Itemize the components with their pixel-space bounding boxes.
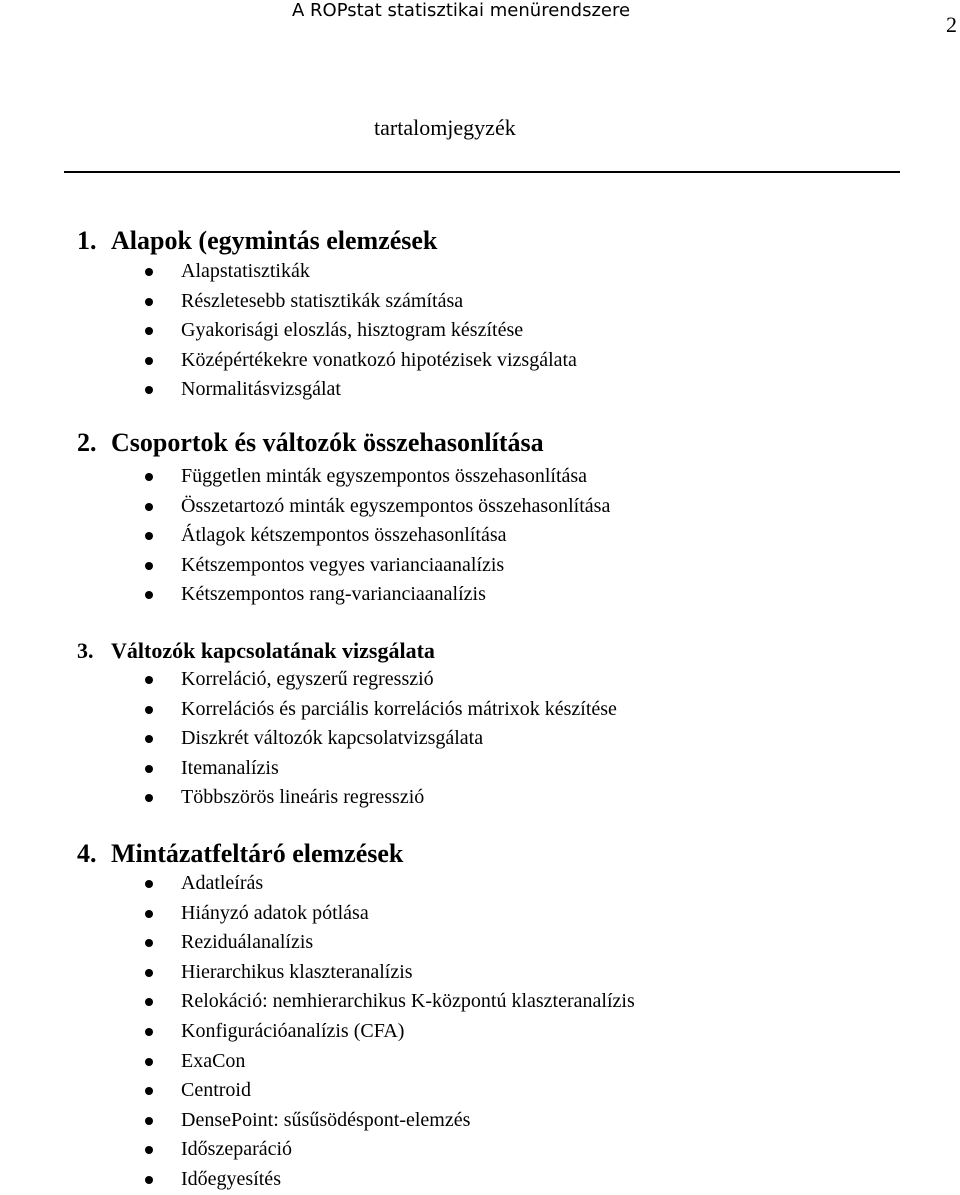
- bullet-icon: [145, 676, 153, 684]
- section-number: 3.: [77, 638, 94, 663]
- bullet-icon: [145, 765, 153, 773]
- section-title: Mintázatfeltáró elemzések: [111, 839, 404, 868]
- bullet-icon: [145, 969, 153, 977]
- list-item-label: Kétszempontos rang-varianciaanalízis: [181, 583, 486, 606]
- bullet-icon: [145, 735, 153, 743]
- section-number: 2.: [77, 428, 97, 457]
- bullet-icon: [145, 1176, 153, 1184]
- bullet-icon: [145, 1087, 153, 1095]
- list-item-label: Középértékekre vonatkozó hipotézisek vizsgálata: [181, 348, 577, 371]
- list-item-label: Relokáció: nemhierarchikus K-központú klaszteranalízis: [181, 990, 635, 1013]
- list-item-label: Hiányzó adatok pótlása: [181, 901, 369, 924]
- toc-title: tartalomjegyzék: [374, 115, 516, 140]
- bullet-icon: [145, 357, 153, 365]
- bullet-icon: [145, 910, 153, 918]
- bullet-icon: [145, 327, 153, 335]
- list-item-label: Időegyesítés: [181, 1167, 281, 1190]
- bullet-icon: [145, 386, 153, 394]
- bullet-icon: [145, 532, 153, 540]
- list-item-label: Kétszempontos vegyes varianciaanalízis: [181, 553, 505, 576]
- bullet-icon: [145, 794, 153, 802]
- bullet-icon: [145, 298, 153, 306]
- list-item-label: Független minták egyszempontos összehasonlítása: [181, 465, 588, 487]
- list-item-label: Reziduálanalízis: [181, 931, 314, 954]
- bullet-icon: [145, 503, 153, 511]
- list-item-label: DensePoint: sűsűsödéspont-elemzés: [181, 1108, 471, 1131]
- bullet-icon: [145, 473, 153, 481]
- bullet-icon: [145, 880, 153, 888]
- bullet-icon: [145, 1117, 153, 1125]
- list-item-label: Korrelációs és parciális korrelációs mátrixok készítése: [181, 697, 617, 720]
- list-item-label: Konfigurációanalízis (CFA): [181, 1019, 405, 1042]
- list-item-label: Normalitásvizsgálat: [181, 378, 341, 401]
- bullet-icon: [145, 706, 153, 714]
- section-title: Változók kapcsolatának vizsgálata: [111, 638, 435, 663]
- list-item-label: ExaCon: [181, 1049, 246, 1072]
- list-item-label: Átlagok kétszempontos összehasonlítása: [181, 524, 507, 547]
- bullet-icon: [145, 1028, 153, 1036]
- list-item-label: Diszkrét változók kapcsolatvizsgálata: [181, 727, 484, 750]
- section-number: 4.: [77, 839, 97, 868]
- bullet-icon: [145, 998, 153, 1006]
- section-title: Csoportok és változók összehasonlítása: [111, 428, 544, 457]
- bullet-icon: [145, 268, 153, 276]
- list-item-label: Összetartozó minták egyszempontos összehasonlítása: [181, 494, 611, 517]
- list-item-label: Többszörös lineáris regresszió: [181, 786, 425, 809]
- page-number: 2: [946, 12, 957, 37]
- bullet-icon: [145, 562, 153, 570]
- list-item-label: Időszeparáció: [181, 1138, 293, 1161]
- list-item-label: Részletesebb statisztikák számítása: [181, 289, 464, 312]
- section-title: Alapok (egymintás elemzések: [111, 226, 438, 255]
- bullet-icon: [145, 1058, 153, 1066]
- list-item-label: Centroid: [181, 1079, 251, 1102]
- list-item-label: Gyakorisági eloszlás, hisztogram készítése: [181, 319, 524, 342]
- title-divider: [64, 171, 900, 173]
- running-header: A ROPstat statisztikai menürendszere: [292, 0, 631, 21]
- bullet-icon: [145, 591, 153, 599]
- bullet-icon: [145, 939, 153, 947]
- list-item-label: Adatleírás: [181, 872, 264, 894]
- list-item-label: Hierarchikus klaszteranalízis: [181, 960, 413, 983]
- bullet-icon: [145, 1146, 153, 1154]
- list-item-label: Korreláció, egyszerű regresszió: [181, 668, 434, 690]
- list-item-label: Itemanalízis: [181, 756, 279, 779]
- list-item-label: Alapstatisztikák: [181, 260, 310, 282]
- section-number: 1.: [77, 226, 97, 255]
